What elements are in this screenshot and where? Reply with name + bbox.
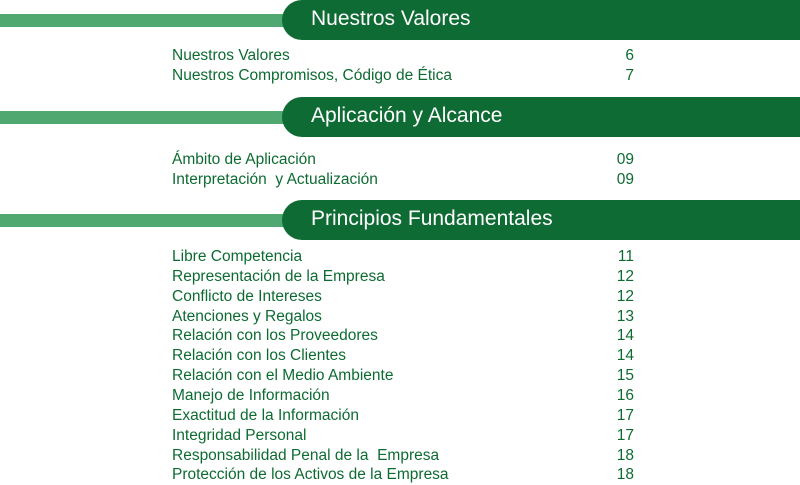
toc-entry-label: Relación con los Clientes [172, 347, 347, 364]
toc-entry-page: 12 [616, 268, 634, 285]
toc-entry-label: Ámbito de Aplicación [172, 151, 316, 168]
section-header-aplicacion-alcance [0, 97, 800, 137]
toc-entry[interactable] [172, 66, 634, 86]
toc-entry-page: 7 [625, 67, 634, 84]
toc-entry[interactable] [172, 267, 634, 287]
toc-entry-page: 18 [616, 466, 634, 483]
header-pill [282, 200, 800, 240]
toc-entry-page: 17 [616, 407, 634, 424]
toc-entry-page: 13 [616, 308, 634, 325]
toc-entry-label: Libre Competencia [172, 248, 303, 265]
toc-entry-label: Relación con el Medio Ambiente [172, 367, 394, 384]
toc-entry-label: Representación de la Empresa [172, 268, 385, 285]
header-pill [282, 0, 800, 40]
toc-entry-label: Interpretación y Actualización [172, 171, 378, 188]
toc-entry[interactable] [172, 46, 634, 66]
toc-entry[interactable] [172, 170, 634, 190]
toc-entry[interactable] [172, 366, 634, 386]
header-pill [282, 97, 800, 137]
toc-entry-label: Relación con los Proveedores [172, 327, 378, 344]
toc-entry[interactable] [172, 307, 634, 327]
toc-entry[interactable] [172, 465, 634, 485]
toc-entry[interactable] [172, 287, 634, 307]
toc-entry[interactable] [172, 346, 634, 366]
toc-entry-label: Atenciones y Regalos [172, 308, 322, 325]
section-header-principios-fundamentales [0, 200, 800, 240]
section-title: Aplicación y Alcance [311, 104, 503, 127]
toc-entry-label: Nuestros Compromisos, Código de Ética [172, 67, 452, 84]
toc-entry-page: 17 [616, 427, 634, 444]
toc-entry-page: 6 [625, 47, 634, 64]
header-accent-line [0, 14, 320, 27]
toc-entry[interactable] [172, 326, 634, 346]
toc-entry-page: 18 [616, 447, 634, 464]
toc-entry[interactable] [172, 247, 634, 267]
toc-entry-page: 14 [616, 327, 634, 344]
toc-entry[interactable] [172, 406, 634, 426]
toc-entry-label: Conflicto de Intereses [172, 288, 322, 305]
toc-entry-label: Integridad Personal [172, 427, 307, 444]
toc-entry-page: 09 [616, 151, 634, 168]
toc-entry-page: 09 [616, 171, 634, 188]
header-accent-line [0, 214, 320, 227]
toc-entry-page: 11 [617, 248, 634, 265]
toc-entry[interactable] [172, 150, 634, 170]
toc-entry[interactable] [172, 386, 634, 406]
toc-entry-page: 16 [616, 387, 634, 404]
section-header-nuestros-valores [0, 0, 800, 40]
toc-entry[interactable] [172, 446, 634, 466]
toc-entry-label: Exactitud de la Información [172, 407, 359, 424]
toc-entry-label: Nuestros Valores [172, 47, 290, 64]
toc-entry[interactable] [172, 426, 634, 446]
header-accent-line [0, 111, 320, 124]
toc-entry-label: Responsabilidad Penal de la Empresa [172, 447, 440, 464]
toc-entry-label: Manejo de Información [172, 387, 330, 404]
section-title: Nuestros Valores [311, 7, 471, 30]
toc-entry-page: 12 [616, 288, 634, 305]
toc-entry-page: 14 [616, 347, 634, 364]
section-title: Principios Fundamentales [311, 207, 553, 230]
toc-entry-label: Protección de los Activos de la Empresa [172, 466, 449, 483]
toc-entry-page: 15 [616, 367, 634, 384]
